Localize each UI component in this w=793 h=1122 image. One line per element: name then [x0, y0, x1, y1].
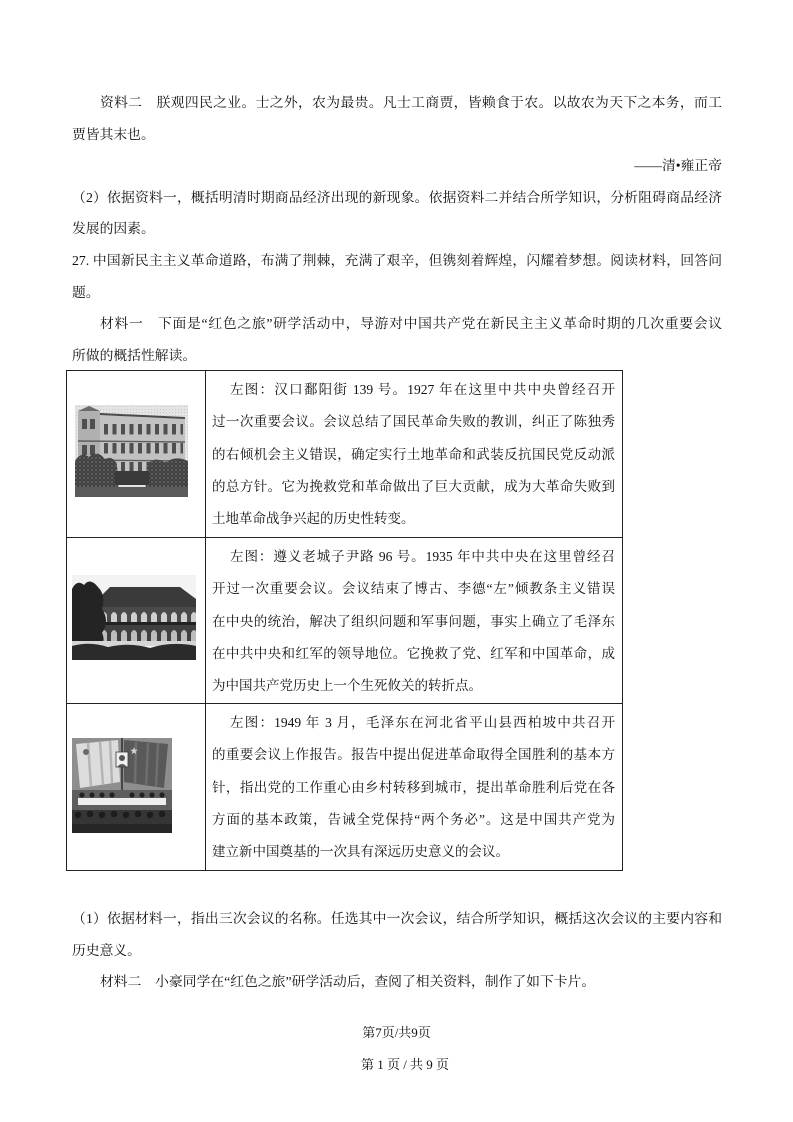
- meeting-row-1: [67, 371, 622, 537]
- meeting-description-line: 左图：汉口鄱阳街 139 号。1927 年在这里中共中央曾经召开: [230, 382, 615, 397]
- q27-material1-intro-line: 材料一 下面是“红色之旅”研学活动中，导游对中国共产党在新民主主义革命时期的几次重要会议: [100, 316, 722, 332]
- meeting-description-line: 在中共中央和红军的领导地位。它挽救了党、红军和中国革命，成: [212, 645, 615, 661]
- meeting-description-line: 针，指出党的工作重心由乡村转移到城市，提出革命胜利后党在各: [212, 779, 615, 795]
- meeting-description-line: 的重要会议上作报告。报告中提出促进革命取得全国胜利的基本方: [212, 747, 615, 763]
- q27-sub1-line: （1）依据材料一，指出三次会议的名称。任选其中一次会议，结合所学知识，概括这次会议的主要内容和: [72, 911, 722, 926]
- meeting-photo-cell: [67, 538, 206, 703]
- q27-material1-intro-line: 所做的概括性解读。: [72, 347, 197, 363]
- page-number: 第 1 页 / 共 9 页: [360, 1057, 450, 1072]
- meeting-description-line: 在中央的统治，解决了组织问题和军事问题，事实上确立了毛泽东: [212, 613, 615, 629]
- meeting-description-line: 过一次重要会议。会议总结了国民革命失败的教训，纠正了陈独秀: [212, 414, 615, 430]
- upper-text-block: [72, 87, 722, 371]
- q26-sub2-line: 发展的因素。: [72, 221, 155, 237]
- meeting-row-3: [67, 703, 622, 870]
- meetings-table: [66, 370, 623, 871]
- meeting-photo-cell: [67, 371, 206, 537]
- building: [92, 587, 196, 641]
- right-flag: [124, 740, 168, 788]
- lower-text-block: [72, 903, 722, 998]
- meeting-description-line: 土地革命战争兴起的历史性转变。: [212, 511, 415, 527]
- q27-stem-line: 题。: [72, 284, 100, 300]
- q27-stem-line: 27. 中国新民主主义革命道路，布满了荆棘，充满了艰辛，但镌刻着辉煌，闪耀着梦想。阅读材料，回答问: [72, 252, 722, 268]
- hankou-building-photo: [75, 405, 188, 497]
- q26-material2-line: 资料二 朕观四民之业。士之外，农为最贵。凡士工商贾，皆赖食于农。以故农为天下之本务，而工: [100, 95, 722, 110]
- meeting-row-2: [67, 537, 622, 703]
- left-flag: [76, 740, 120, 788]
- zunyi-building-photo: [72, 575, 196, 660]
- xibaipo-meeting-photo: [72, 738, 172, 833]
- q26-material2-line: 贾皆其末也。: [72, 126, 155, 142]
- meeting-description-line: 方面的基本政策，告诫全党保持“两个务必”。这是中国共产党为: [212, 811, 615, 827]
- meeting-description-line: 开过一次重要会议。会议结束了博古、李德“左”倾教条主义错误: [212, 581, 615, 597]
- meeting-description-line: 为中国共产党历史上一个生死攸关的转折点。: [212, 678, 482, 694]
- section-page-number: 第7页/共9页: [362, 1025, 431, 1040]
- meeting-photo-cell: [67, 704, 206, 870]
- meeting-description: [206, 538, 622, 703]
- portrait: [116, 752, 128, 767]
- meeting-description: [206, 704, 622, 870]
- q26-sub2-line: （2）依据资料一，概括明清时期商品经济出现的新现象。依据资料二并结合所学知识，分析阻碍商品经济: [72, 189, 722, 205]
- meeting-description-line: 左图：1949 年 3 月，毛泽东在河北省平山县西柏坡中共召开: [230, 715, 615, 730]
- meeting-description: [206, 371, 622, 537]
- meeting-description-line: 建立新中国奠基的一次具有深远历史意义的会议。: [212, 844, 509, 860]
- audience: [72, 790, 172, 833]
- meeting-description-line: 左图：遵义老城子尹路 96 号。1935 年中共中央在这里曾经召: [230, 549, 615, 564]
- q27-material2-intro: 材料二 小豪同学在“红色之旅”研学活动后，查阅了相关资料，制作了如下卡片。: [100, 974, 596, 989]
- trees: [72, 581, 106, 647]
- meeting-description-line: 的总方针。它为挽救党和革命做出了巨大贡献，成为大革命失败到: [212, 478, 615, 494]
- quote-attribution: ——清•雍正帝: [634, 158, 722, 174]
- q27-sub1-line: 历史意义。: [72, 942, 141, 958]
- meeting-description-line: 的右倾机会主义错误，确定实行土地革命和武装反抗国民党反动派: [212, 446, 615, 462]
